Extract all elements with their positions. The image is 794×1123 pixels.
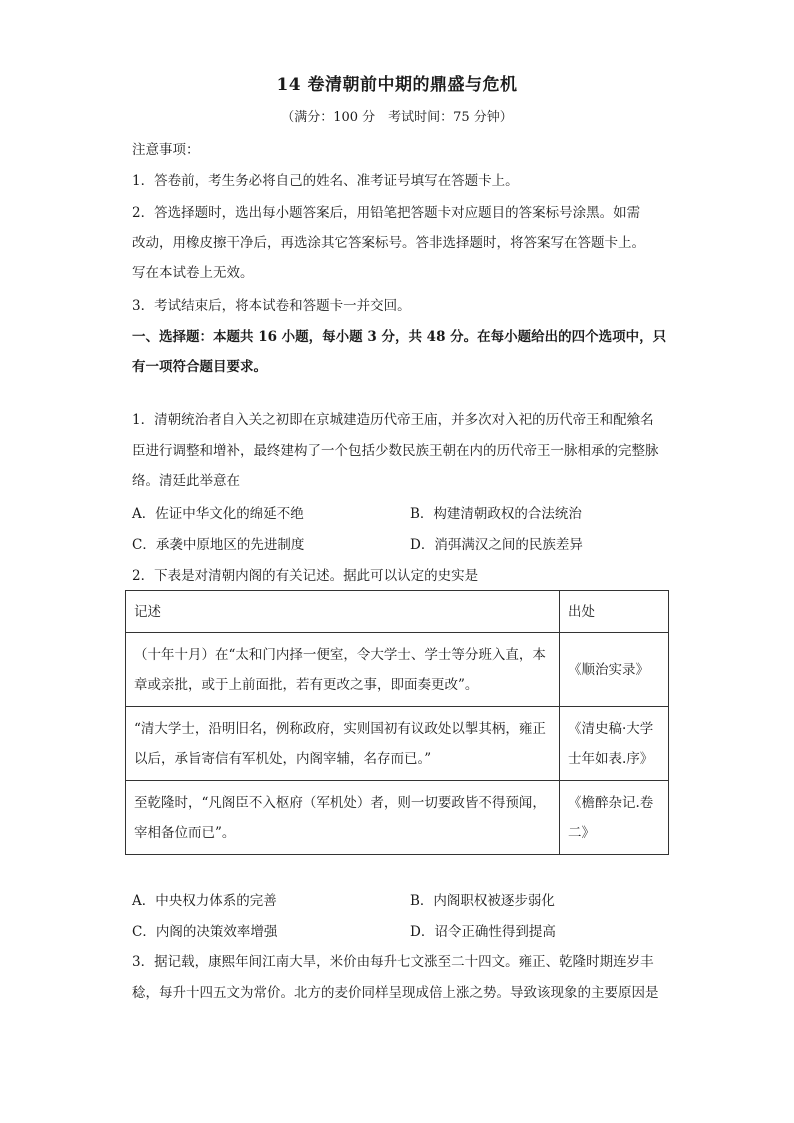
note-item-3: 3．考试结束后，将本试卷和答题卡一并交回。 xyxy=(132,298,411,314)
table-row xyxy=(126,781,669,855)
header-source: 出处 xyxy=(560,591,669,633)
question-3-stem: 3．据记载，康熙年间江南大旱，米价由每升七文涨至二十四文。雍正、乾隆时期连岁丰稔，每升十四五文为常价。北方的麦价同样呈现成倍上涨之势。导致该现象的主要原因是 xyxy=(132,954,659,1001)
note-item-2-line-3: 写在本试卷上无效。 xyxy=(132,265,254,281)
record-cell: 至乾隆时，“凡阁臣不入枢府（军机处）者，则一切要政皆不得预闻，宰相备位而已”。 xyxy=(126,781,560,855)
question-2-stem: 2．下表是对清朝内阁的有关记述。据此可以认定的史实是 xyxy=(132,568,479,584)
page-title: 14 卷清朝前中期的鼎盛与危机 xyxy=(276,75,518,95)
q1-option-b: B．构建清朝政权的合法统治 xyxy=(410,506,582,522)
source-cell: 《清史稿·大学士年如表.序》 xyxy=(560,707,669,781)
note-item-2-line-2: 改动，用橡皮擦干净后，再选涂其它答案标号。答非选择题时，将答案写在答题卡上。 xyxy=(132,235,645,251)
source-cell: 《顺治实录》 xyxy=(560,633,669,707)
header-record: 记述 xyxy=(126,591,560,633)
q1-option-d: D．消弭满汉之间的民族差异 xyxy=(410,537,583,553)
table-row xyxy=(126,707,669,781)
notes-heading: 注意事项： xyxy=(132,142,200,158)
q1-option-c: C．承袭中原地区的先进制度 xyxy=(132,537,305,553)
exam-info: （满分：100 分 考试时间：75 分钟） xyxy=(281,110,513,125)
record-table xyxy=(125,590,669,855)
q2-option-b: B．内阁职权被逐步弱化 xyxy=(410,893,555,909)
q2-option-d: D．诏令正确性得到提高 xyxy=(410,924,556,940)
source-cell: 《檐醉杂记.卷二》 xyxy=(560,781,669,855)
table-header-row xyxy=(126,591,669,633)
note-item-2-line-1: 2．答选择题时，选出每小题答案后，用铅笔把答题卡对应题目的答案标号涂黑。如需 xyxy=(132,205,641,221)
section-heading-line-1: 一、选择题：本题共 16 小题，每小题 3 分，共 48 分。在每小题给出的四个选项中，只 xyxy=(132,329,667,345)
note-item-1: 1．答卷前，考生务必将自己的姓名、准考证号填写在答题卡上。 xyxy=(132,173,519,189)
question-1-stem: 1．清朝统治者自入关之初即在京城建造历代帝王庙，并多次对入祀的历代帝王和配飨名臣进行调整和增补，最终建构了一个包括少数民族王朝在内的历代帝王一脉相承的完整脉络。清廷此举意在 xyxy=(132,412,659,489)
q2-option-a: A．中央权力体系的完善 xyxy=(132,893,277,909)
section-heading-line-2: 有一项符合题目要求。 xyxy=(132,359,267,375)
q1-option-a: A．佐证中华文化的绵延不绝 xyxy=(132,506,304,522)
record-cell: “清大学士，沿明旧名，例称政府，实则国初有议政处以掣其柄，雍正以后，承旨寄信有军机处，内阁宰辅，名存而已。” xyxy=(126,707,560,781)
record-cell: （十年十月）在“太和门内择一便室，令大学士、学士等分班入直，本章或亲批，或于上前面批，若有更改之事，即面奏更改”。 xyxy=(126,633,560,707)
q2-option-c: C．内阁的决策效率增强 xyxy=(132,924,278,940)
table-row xyxy=(126,633,669,707)
